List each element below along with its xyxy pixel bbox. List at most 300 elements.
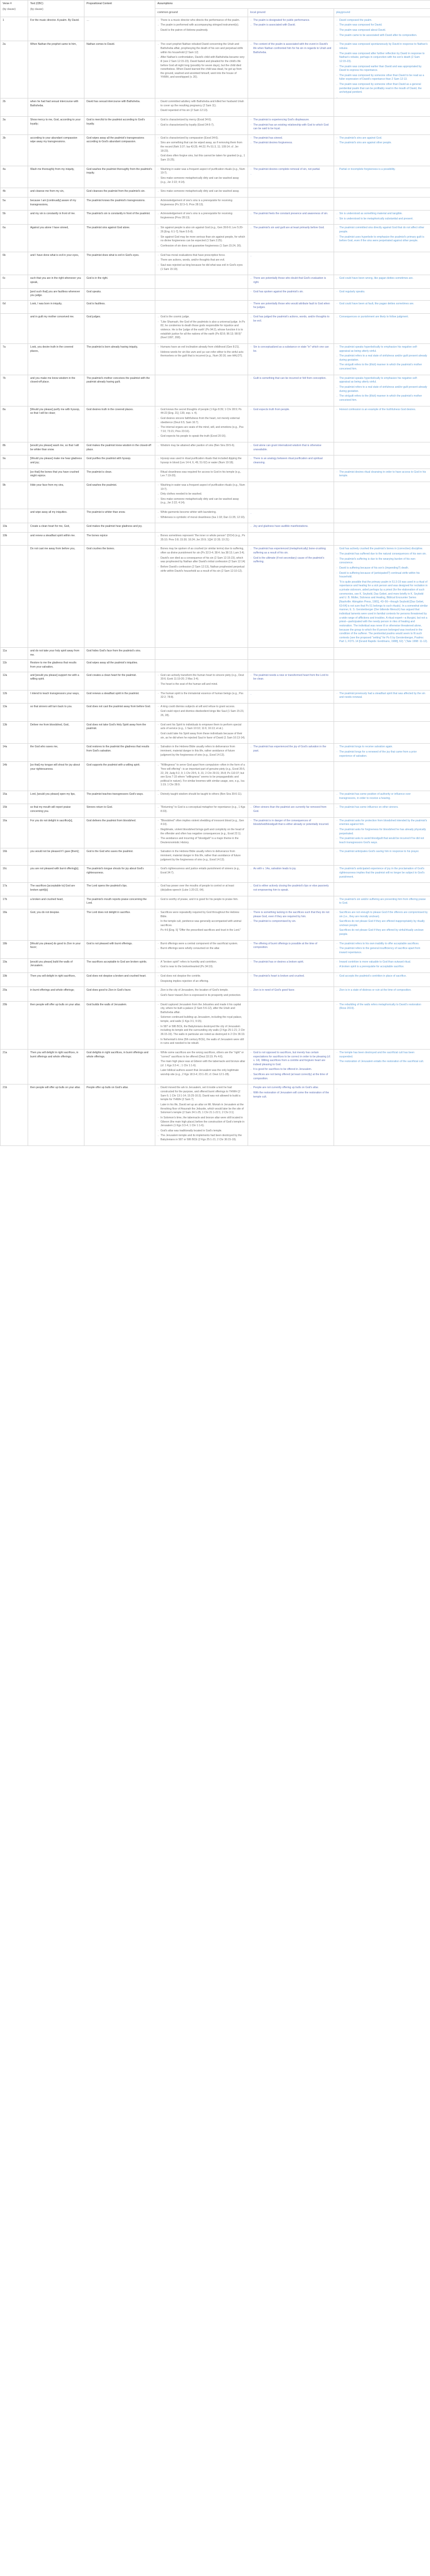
cell-verse: 14a: [1, 744, 28, 762]
cell-text: [would you please] build the walls of Jerusalem.: [28, 958, 84, 972]
cell-local-ground: [248, 958, 334, 972]
common-ground-item: · Washing in water was a frequent aspect of purification rituals (e.g., Num 19:7).: [157, 484, 245, 491]
common-ground-item: · God desires sincere faithfulness from the heart, not merely external obedience (Deut 6:5; Sam 16:7).: [157, 417, 245, 425]
cell-local-ground: [248, 703, 334, 721]
common-ground-item: · A king could dismiss subjects at will and refuse to grant access.: [157, 705, 245, 709]
cell-local-ground: [248, 343, 334, 375]
common-ground-list: [157, 226, 245, 248]
cell-common-ground: [155, 482, 248, 509]
table-row: [1, 314, 430, 344]
playground-item: · The psalmist has some influence on other sinners.: [336, 806, 428, 810]
cell-propositional-content: People offer up bulls on God's altar.: [84, 1084, 155, 1145]
cell-local-ground: [248, 762, 334, 791]
cell-local-ground: [248, 1049, 334, 1084]
cell-playground: [334, 817, 430, 848]
cell-text: so that sinners will turn back to you.: [28, 703, 84, 721]
cell-local-ground: [248, 288, 334, 300]
table-row: [1, 116, 430, 134]
local-ground-list: [250, 118, 331, 131]
cell-local-ground: [248, 883, 334, 896]
header-verse: [1, 1, 28, 17]
cell-common-ground: [155, 744, 248, 762]
cell-common-ground: [155, 225, 248, 252]
cell-local-ground: [248, 300, 334, 313]
common-ground-list: [157, 19, 245, 33]
common-ground-item: · God has moral evaluations that have prescriptive force.: [157, 254, 245, 258]
header-text-label: Text (CBC): [30, 2, 43, 5]
cell-local-ground: [248, 1084, 334, 1145]
common-ground-item: · "Like Shamash, the God of the psalmists is also a universal judge. In Ps 82, he condemns to death those gods responsible for injustice and violence. He is the 'judge of the earth' (Ps 94:2), whose function it is to establish justice for all the nations of the earth (Ps 82:8; 96:13; 98:9)" (Keel 1997, 208).: [157, 321, 245, 340]
cell-propositional-content: God judges.: [84, 314, 155, 344]
playground-item: · The sin/guilt refers to the (illicit) manner in which the psalmist's mother conceived him.: [336, 395, 428, 402]
cell-text: then people will offer up bulls on your altar.: [28, 1084, 84, 1145]
cell-verse: 13a: [1, 703, 28, 721]
cell-playground: [334, 509, 430, 523]
cell-common-ground: [155, 116, 248, 134]
cell-propositional-content: God hides God's face from the psalmist's sins.: [84, 648, 155, 660]
playground-item: · The psalmist's sins are against other people.: [336, 141, 428, 145]
common-ground-item: · Wisdom may be attained after pardon of sins (Ben Sira 39:5-6).: [157, 444, 245, 448]
cell-playground: [334, 275, 430, 288]
playground-item: · Sacrifices do not please God if they are offered inappropriately by ritually unclean people.: [336, 920, 428, 928]
cell-propositional-content: God is the God who saves the psalmist.: [84, 848, 155, 866]
playground-item: · David composed the psalm.: [336, 19, 428, 23]
common-ground-item: · God is worthy of praise, and it is good for his people to praise him.: [157, 898, 245, 902]
cell-verse: 6c: [1, 275, 28, 288]
cell-local-ground: [248, 17, 334, 41]
header-text-sublabel: (by clause): [30, 7, 43, 11]
local-ground-list: [250, 302, 331, 310]
common-ground-item: · The court prophet Nathan rebuked David concerning the Uriah and Bathsheba affair, prophesying the death of his son and perpetual strife within his household (2 Sam 12): [157, 43, 245, 55]
playground-item: · The psalmist's sin and/or suffering are preventing him from offering praise to God.: [336, 898, 428, 906]
cell-verse: 16b: [1, 848, 28, 866]
cell-propositional-content: The psalmist is born already having iniquity,: [84, 343, 155, 375]
playground-list: [336, 745, 428, 758]
playground-list: [336, 43, 428, 95]
cell-playground: [334, 866, 430, 883]
playground-list: [336, 911, 428, 937]
local-ground-item: · God is either actively closing the psalmist's lips or else passively not empowering him to speak.: [250, 884, 331, 892]
cell-text: Against you alone I have sinned,: [28, 225, 84, 252]
table-row: [1, 1001, 430, 1049]
cell-local-ground: [248, 482, 334, 509]
cell-propositional-content: The psalmist's tongue shouts for joy about God's righteousness.: [84, 866, 155, 883]
common-ground-item: · Bones may be spoken of as crushed (or similar terms) due to suffering, often as divine punishment for sin (Ps 32:3-4; 38:4; Isa 38:13; Lam 3:4).: [157, 547, 245, 555]
header-verse-sublabel: (by clause): [3, 7, 16, 11]
local-ground-list: [250, 226, 331, 230]
playground-item: · The psalmist has some position of authority or influence over transgressors, in order to receive a hearing.: [336, 793, 428, 800]
cell-propositional-content: The psalmist's mouth reports praise concerning the Lord.: [84, 896, 155, 909]
cell-text: a broken and crushed heart,: [28, 896, 84, 909]
header-row-top: [1, 1, 430, 9]
cell-verse: 15a: [1, 791, 28, 804]
cell-playground: [334, 211, 430, 225]
cell-text: For you do not delight in sacrifice[s],: [28, 817, 84, 848]
cell-propositional-content: The bones rejoice: [84, 533, 155, 546]
cell-playground: [334, 804, 430, 817]
cell-text: The sacrifices [acceptable to] God are broken spirit[s];: [28, 883, 84, 896]
playground-list: [336, 315, 428, 319]
local-ground-item: · It is good for sacrifices to be offered in Jerusalem.: [250, 1068, 331, 1072]
playground-list: [336, 850, 428, 854]
playground-item: · The temple has been destroyed and the sacrificial cult has been suspended.: [336, 1051, 428, 1059]
cell-propositional-content: The psalmist teaches transgressors God's ways.: [84, 791, 155, 804]
table-row: [1, 817, 430, 848]
cell-common-ground: [155, 546, 248, 648]
common-ground-list: [157, 793, 245, 797]
cell-local-ground: [248, 896, 334, 909]
cell-text: and renew a steadfast spirit within me.: [28, 533, 84, 546]
cell-verse: 4b: [1, 188, 28, 198]
local-ground-list: [250, 525, 331, 529]
cell-common-ground: [155, 1049, 248, 1084]
cell-local-ground: [248, 817, 334, 848]
header-verse-label: Verse #: [3, 2, 12, 5]
playground-list: [336, 793, 428, 800]
header-text: [28, 1, 84, 17]
cell-propositional-content: The psalmist's mother conceives the psalmist with the psalmist already having guilt.: [84, 375, 155, 406]
playground-list: [336, 1051, 428, 1064]
local-ground-item: · The psalmist is experiencing God's displeasure.: [250, 118, 331, 122]
cell-text: in burnt offerings and whole offerings;: [28, 987, 84, 1001]
cell-common-ground: [155, 1001, 248, 1049]
table-row: [1, 225, 430, 252]
table-row: [1, 288, 430, 300]
table-row: [1, 866, 430, 883]
cell-propositional-content: The psalmist is clean.: [84, 469, 155, 482]
cell-propositional-content: The Lord opens the psalmist's lips.: [84, 883, 155, 896]
playground-list: [336, 989, 428, 993]
common-ground-list: [157, 534, 245, 542]
common-ground-item: · "Returning" to God is a conceptual metaphor for repentance (e.g., 1 Kgs 8:33).: [157, 806, 245, 814]
common-ground-list: [157, 692, 245, 700]
cell-local-ground: [248, 744, 334, 762]
common-ground-list: [157, 806, 245, 814]
local-ground-item: · There is an analogy between ritual purification and spiritual cleansing.: [250, 457, 331, 465]
table-row: [1, 896, 430, 909]
cell-verse: 7b: [1, 375, 28, 406]
cell-text: Lord, [would you please] open my lips,: [28, 791, 84, 804]
table-row: [1, 252, 430, 275]
cell-common-ground: [155, 883, 248, 896]
local-ground-item: · The psalmist's heart is broken and crushed.: [250, 975, 331, 979]
common-ground-item: · Salvation in the Hebrew Bible usually refers to deliverance from imminent, material danger in this life, rather avoidance of future judgment by the forgiveness of sins (e.g., Exod 14:13).: [157, 745, 245, 757]
playground-item: · Inward contrition is more valuable to God than outward ritual.: [336, 960, 428, 965]
cell-propositional-content: God does not cast the psalmist away from before God.: [84, 703, 155, 721]
common-ground-item: · The main high place was at Gibeon with the tabernacle and bronze altar (cf. 1 Kgs 3:3-4; ; 1 Chr 1:1-6).: [157, 1060, 245, 1068]
common-ground-list: [157, 1003, 245, 1046]
common-ground-list: [157, 1051, 245, 1077]
playground-list: [336, 942, 428, 955]
cell-verse: 20a: [1, 987, 28, 1001]
cell-verse: 17a: [1, 883, 28, 896]
local-ground-item: · The psalm is associated with David.: [250, 23, 331, 28]
assumptions-table: [0, 0, 430, 1146]
common-ground-item: · The human spirit is the immaterial essence of human beings (e.g., Pss 32:2; 78:8).: [157, 692, 245, 700]
common-ground-item: · God's righteousness and justice entails punishment of sinners (e.g., Exod 34:7).: [157, 867, 245, 875]
common-ground-list: [157, 763, 245, 787]
cell-playground: [334, 940, 430, 958]
playground-list: [336, 137, 428, 145]
common-ground-list: [157, 199, 245, 207]
table-row: [1, 442, 430, 455]
cell-local-ground: [248, 116, 334, 134]
common-ground-list: [157, 989, 245, 997]
playground-list: [336, 302, 428, 306]
playground-list: [336, 377, 428, 403]
cell-verse: 7a: [1, 343, 28, 375]
cell-propositional-content: David has sexual intercourse with Bathsheba.: [84, 98, 155, 117]
common-ground-item: · God's favor toward Zion is expressed in its prosperity and protection.: [157, 994, 245, 998]
cell-verse: 9b: [1, 482, 28, 509]
cell-propositional-content: God is not pleased with burnt offerings.: [84, 940, 155, 958]
common-ground-item: · Later in his life, David set up an altar on Mt. Moriah in Jerusalem at the threshing floor of Araunah the Jebusite, which would later be the site of Solomon's temple (2 Sam 24:1-25; 1 Chr 21:1-22:1; 2 Chr 3:1): [157, 1103, 245, 1115]
table-row: [1, 98, 430, 117]
table-row: [1, 300, 430, 313]
playground-item: · The psalmist has suffered due to the natural consequences of his own sin.: [336, 552, 428, 557]
table-row: [1, 703, 430, 721]
common-ground-item: · God expects his people to speak the truth (Exod 20:16).: [157, 435, 245, 439]
cell-playground: [334, 883, 430, 896]
playground-item: · The psalmist's anticipated experience of joy in the proclamation of God's righteousness implies that the psalmist will no longer be subject to God's punishment.: [336, 867, 428, 879]
cell-verse: 5a: [1, 197, 28, 210]
cell-playground: [334, 197, 430, 210]
common-ground-list: [157, 884, 245, 892]
header-playground: playground: [334, 8, 430, 17]
cell-common-ground: [155, 762, 248, 791]
cell-common-ground: [155, 940, 248, 958]
playground-item: · A broken spirit is a prerequisite for acceptable sacrifice.: [336, 965, 428, 969]
cell-verse: 9a: [1, 455, 28, 469]
cell-local-ground: [248, 972, 334, 987]
cell-propositional-content: The psalmist's sin is constantly in front of the psalmist.: [84, 211, 155, 225]
cell-propositional-content: The psalmist does what is evil in God's eyes.: [84, 252, 155, 275]
cell-common-ground: [155, 648, 248, 660]
playground-item: · David is suffering because of his son's (impending?) death.: [336, 566, 428, 571]
local-ground-item: · Sacrifices are not being offered (at least correctly) at the time of composition.: [250, 1073, 331, 1081]
cell-common-ground: [155, 252, 248, 275]
playground-item: · The psalm was composed about David.: [336, 29, 428, 33]
playground-item: · God regularly speaks.: [336, 290, 428, 294]
playground-item: · The psalm was composed spontaneously by David in response to Nathan's rebuke.: [336, 43, 428, 51]
local-ground-list: [250, 168, 331, 172]
cell-text: Show mercy to me, God, according to your loyalty;: [28, 116, 84, 134]
playground-item: · Sin is understood as something material and tangible.: [336, 212, 428, 216]
table-header: [1, 1, 430, 17]
cell-verse: 5b: [1, 211, 28, 225]
cell-text: Then you will delight in right sacrifices, in burnt offerings and whole offerings;: [28, 1049, 84, 1084]
local-ground-item: · With the restoration of Jerusalem will come the restoration of the temple cult.: [250, 1091, 331, 1099]
common-ground-item: · In the temple cult, penitence was generally accompanied with animal sacrifices.: [157, 920, 245, 928]
cell-common-ground: [155, 469, 248, 482]
common-ground-item: · "Willingness" to serve God apart from compulsion--often in the form of a "free will offering"--is an important part of genuine piety (e.g., Exod 35:5, 22, 29; Judg 5:2, 9; 1 Chr 29:5, 9, 31; 2 Chr 29:31; 35:8; Ps 110:37; but see Ezra 7:15 where "willingness" seems to be propagandistic and political in nature). For similar lexemes with similar usage, see, e.g., Isa 1:19; 1 Chr 28:9.: [157, 763, 245, 787]
playground-item: · The psalmist longs for a renewed of the joy that came from a prior experience of salvation.: [336, 750, 428, 758]
cell-verse: 15b: [1, 804, 28, 817]
cell-common-ground: [155, 509, 248, 523]
cell-local-ground: [248, 406, 334, 442]
cell-common-ground: [155, 288, 248, 300]
cell-propositional-content: God renews a steadfast spirit in the psalmist.: [84, 690, 155, 703]
cell-propositional-content: God washes the psalmist thoroughly from the psalmist's inquity.: [84, 166, 155, 188]
cell-common-ground: [155, 817, 248, 848]
cell-playground: [334, 533, 430, 546]
cell-text: Restore to me the gladness that results from your salvation,: [28, 660, 84, 672]
local-ground-item: · The psalmist feels the constant presence and awareness of sin.: [250, 212, 331, 216]
common-ground-list: [157, 867, 245, 875]
cell-common-ground: [155, 314, 248, 344]
header-propositional-content: Propositional Content: [84, 1, 155, 17]
cell-local-ground: [248, 134, 334, 166]
playground-item: · The psalmist refers to a real state of sinfulness and/or guilt present already during gestation.: [336, 354, 428, 362]
table-row: [1, 375, 430, 406]
common-ground-item: · God is characterized by loyalty (Exod 34:6-7).: [157, 124, 245, 128]
common-ground-item: · Despising implies rejection of an offering.: [157, 980, 245, 984]
cell-playground: [334, 406, 430, 442]
playground-item: · The psalmist anticipates God's saving him in response to his prayer.: [336, 850, 428, 854]
cell-local-ground: [248, 509, 334, 523]
common-ground-list: [157, 484, 245, 506]
table-row: [1, 523, 430, 533]
common-ground-item: · In Nehemiah's time (5th century BCE), the walls of Jerusalem were still in ruins and needed to be rebuilt.: [157, 1038, 245, 1046]
cell-local-ground: [248, 252, 334, 275]
local-ground-item: · Zion is in need of God's good favor.: [250, 989, 331, 993]
playground-item: · Partial or incomplete forgiveness is a possibility.: [336, 168, 428, 172]
playground-item: · The psalmist speaks hyperbolically to emphasize his negative self-appraisal as being utterly sinful.: [336, 346, 428, 353]
cell-text: Create a clean heart for me, God,: [28, 523, 84, 533]
cell-verse: 16a: [1, 817, 28, 848]
cell-playground: [334, 41, 430, 98]
common-ground-list: [157, 960, 245, 969]
cell-common-ground: [155, 721, 248, 744]
local-ground-item: · God alone can grant internalized wisdom that is otherwise unavailable.: [250, 444, 331, 452]
cell-text: and I have done what is evil in your eyes,: [28, 252, 84, 275]
playground-item: · The psalmist refers to a real state of sinfulness and/or guilt present already during gestation.: [336, 386, 428, 393]
common-ground-item: · Sins make someone metaphorically dirty and can be washed away (e.g., Jer 2:22; 4:14).: [157, 177, 245, 184]
common-ground-item: · David is the patron of Hebrew psalmody.: [157, 29, 245, 33]
common-ground-item: · David's son died as a consequence of his sin (2 Sam 12:15-23), which was prophesied by Nathan after David's initial confession (2 Sam 12:14): [157, 557, 245, 564]
cell-text: Then you will delight in right sacrifices,: [28, 972, 84, 987]
common-ground-item: · While some sacrifices are the wrong sacrifices, others are the "right" or "correct" sacrifices to be offered (Deut 33:19; Ps 4:6).: [157, 1051, 245, 1059]
common-ground-item: · God is characterized by compassion (Exod 34:6).: [157, 137, 245, 141]
cell-text: because I am [continually] aware of my transgressions,: [28, 197, 84, 210]
playground-item: · The psalm was composed after further reflection by David in response to Nathan's rebuke, perhaps in conjunction with his son's death (2 Sam 12:15-23).: [336, 52, 428, 64]
local-ground-list: [250, 547, 331, 564]
cell-verse: 8a: [1, 406, 28, 442]
playground-item: · God has actively crushed the psalmist's bones in (corrective) discipline.: [336, 547, 428, 551]
cell-local-ground: [248, 314, 334, 344]
table-row: [1, 406, 430, 442]
cell-propositional-content: The psalmist knows the psalmist's transgressions.: [84, 197, 155, 210]
cell-text: and you make me know wisdom in the closed-off place.: [28, 375, 84, 406]
cell-playground: [334, 375, 430, 406]
cell-text: Wash me thoroughly from my iniquity,: [28, 166, 84, 188]
common-ground-list: [157, 547, 245, 573]
local-ground-item: · The psalmist desires complete removal of sin, not partial.: [250, 168, 331, 172]
table-row: [1, 482, 430, 509]
local-ground-list: [250, 315, 331, 323]
cell-local-ground: [248, 721, 334, 744]
cell-verse: [1, 546, 28, 648]
table-row: [1, 546, 430, 648]
cell-verse: 12b: [1, 690, 28, 703]
playground-item: · The psalmist uses hyperbole to emphasize the psalmist's primary guilt is before God, even if the sins were perpetrated against other people.: [336, 236, 428, 243]
cell-propositional-content: God desires truth in the covered places.: [84, 406, 155, 442]
cell-verse: 19a: [1, 958, 28, 972]
playground-item: · The psalmist asks for protection from bloodshed intended by the psalmist's enemies against him.: [336, 819, 428, 827]
cell-verse: 18a: [1, 909, 28, 940]
cell-verse: 13b: [1, 721, 28, 744]
playground-list: [336, 168, 428, 172]
common-ground-item: · Zion is the city of Jerusalem, the location of God's temple.: [157, 989, 245, 993]
local-ground-list: [250, 290, 331, 294]
cell-playground: [334, 1049, 430, 1084]
cell-playground: [334, 1084, 430, 1145]
local-ground-item: · God has judged the psalmist's actions, words, and/or thoughts to be evil.: [250, 315, 331, 323]
cell-common-ground: [155, 703, 248, 721]
cell-verse: 11a: [1, 648, 28, 660]
cell-local-ground: [248, 197, 334, 210]
cell-text: and [would you please] support me with a willing spirit.: [28, 672, 84, 690]
table-row: [1, 804, 430, 817]
common-ground-item: · Acknowledgement of one's sins is a prerequisite for receiving forgiveness (Ps 32:3–5; Prov 28:13).: [157, 199, 245, 207]
common-ground-item: · God does not despise the contrite.: [157, 975, 245, 979]
cell-common-ground: [155, 275, 248, 288]
cell-common-ground: [155, 406, 248, 442]
cell-text: [would you please] wash me, so that I will be whiter than snow.: [28, 442, 84, 455]
cell-propositional-content: The Lord does not delight in sacrifice.: [84, 909, 155, 940]
cell-playground: [334, 660, 430, 672]
cell-text: and in guilt my mother conceived me.: [28, 314, 84, 344]
common-ground-item: · Burnt offerings were a central component of the sacrificial system.: [157, 942, 245, 946]
header-common-ground: common ground: [155, 8, 248, 17]
cell-text: and do not take your holy spirit away from me.: [28, 648, 84, 660]
cell-text: [so that] the bones that you have crushed might rejoice.: [28, 469, 84, 482]
local-ground-list: [250, 212, 331, 216]
cell-text: you would not be pleased if I gave [them];: [28, 848, 84, 866]
common-ground-item: · God is characterized by mercy (Exod 34:6).: [157, 118, 245, 122]
table-row: [1, 197, 430, 210]
local-ground-list: [250, 674, 331, 682]
cell-local-ground: [248, 188, 334, 198]
common-ground-list: [157, 346, 245, 359]
common-ground-list: [157, 100, 245, 113]
common-ground-item: · A "broken spirit" refers to humility and contrition.: [157, 960, 245, 965]
cell-local-ground: [248, 211, 334, 225]
common-ground-item: · Hyssop was used in ritual purification rituals that included dipping the hyssop in blood (Lev 14:4, 6, 49, 51-52) or water (Num 19:18).: [157, 457, 245, 465]
cell-verse: 21a: [1, 1049, 28, 1084]
cell-local-ground: [248, 804, 334, 817]
cell-text: and cleanse me from my sin,: [28, 188, 84, 198]
table-row: [1, 972, 430, 987]
common-ground-item: · The heart is the seat of the human will and mind.: [157, 683, 245, 687]
table-row: [1, 509, 430, 523]
common-ground-item: · Illegitimate, violent bloodshed brings guilt and complicity on the head of the offender and often has negative consequences (e.g., Exod 22:1).: [157, 828, 245, 836]
common-ground-item: · Burnt offerings were wholly consumed on the altar.: [157, 947, 245, 951]
cell-verse: [1, 509, 28, 523]
playground-item: · Sin is understood to be metaphorically substantial and present.: [336, 217, 428, 221]
playground-item: · David is suffering because of (anticipated?) continual strife within his household.: [336, 572, 428, 580]
cell-local-ground: [248, 98, 334, 117]
cell-common-ground: [155, 442, 248, 455]
common-ground-list: [157, 254, 245, 272]
cell-common-ground: [155, 958, 248, 972]
cell-local-ground: [248, 660, 334, 672]
table-row: [1, 762, 430, 791]
common-ground-list: [157, 898, 245, 902]
playground-list: [336, 975, 428, 979]
cell-verse: 11b: [1, 660, 28, 672]
playground-item: · The psalmist longs to receive salvation again.: [336, 745, 428, 749]
